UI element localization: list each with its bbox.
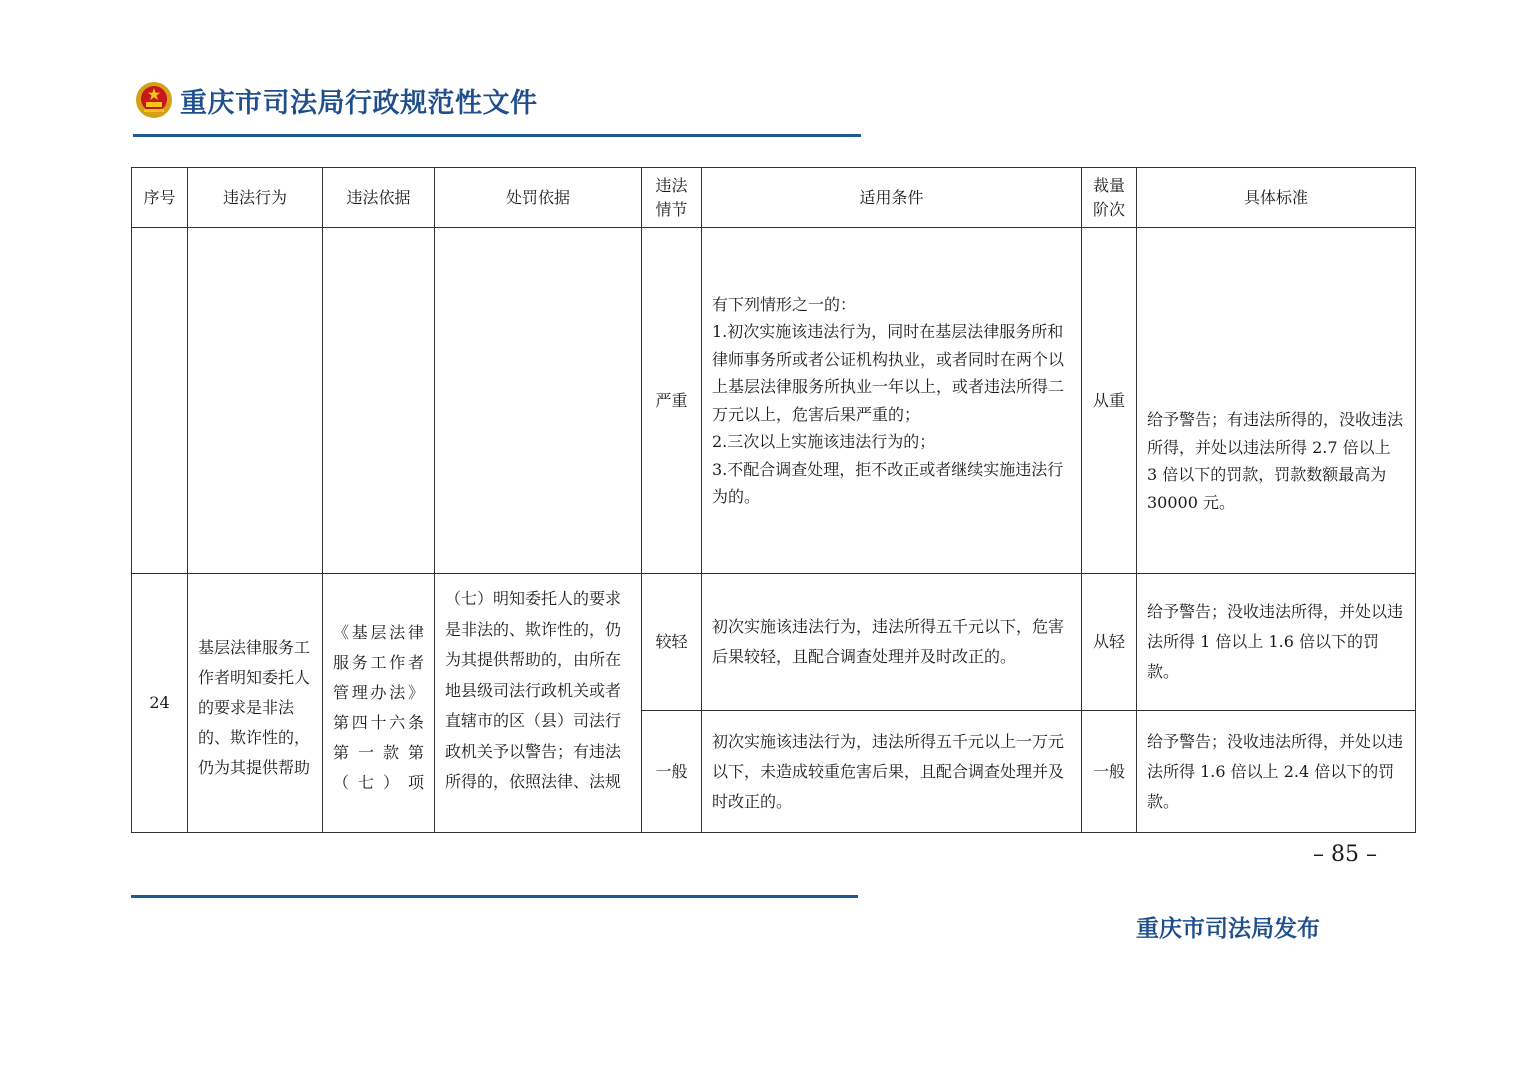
table-header-row	[132, 168, 1416, 228]
header-violation: 违法行为	[188, 168, 323, 228]
condition-cell: 初次实施该违法行为，违法所得五千元以上一万元以下，未造成较重危害后果，且配合调查处理并及时改正的。	[702, 711, 1082, 833]
header-condition: 适用条件	[702, 168, 1082, 228]
standard-cell: 给予警告；没收违法所得，并处以违法所得 1.6 倍以上 2.4 倍以下的罚款。	[1137, 711, 1416, 833]
level-cell: 一般	[1082, 711, 1137, 833]
cell-empty	[132, 228, 188, 574]
circumstance-cell: 严重	[642, 228, 702, 574]
violation-cell: 基层法律服务工作者明知委托人的要求是非法的、欺诈性的，仍为其提供帮助	[188, 574, 323, 833]
cell-empty	[435, 228, 642, 574]
header-seq: 序号	[132, 168, 188, 228]
circumstance-cell: 一般	[642, 711, 702, 833]
level-cell: 从轻	[1082, 574, 1137, 711]
penalty-discretion-table	[131, 167, 1416, 833]
header-standard: 具体标准	[1137, 168, 1416, 228]
legal-basis-cell: 《基层法律服务工作者管理办法》第四十六条第一款第（七）项	[323, 574, 435, 833]
standard-cell: 给予警告；有违法所得的，没收违法所得，并处以违法所得 2.7 倍以上 3 倍以下的罚款，罚款数额最高为 30000 元。	[1137, 228, 1416, 574]
table-row	[132, 574, 1416, 711]
document-header	[134, 78, 538, 122]
condition-cell: 初次实施该违法行为，违法所得五千元以下，危害后果较轻，且配合调查处理并及时改正的。	[702, 574, 1082, 711]
header-penalty-basis: 处罚依据	[435, 168, 642, 228]
header-legal-basis: 违法依据	[323, 168, 435, 228]
header-circumstance: 违法 情节	[642, 168, 702, 228]
condition-cell: 有下列情形之一的： 1.初次实施该违法行为，同时在基层法律服务所和律师事务所或者公证机构执业，或者同时在两个以上基层法律服务所执业一年以上，或者违法所得二万元以上，危害后果严重的； 2.三次以上实施该违法行为的； 3.不配合调查处理，拒不改正或者继续实施违法行为的。	[702, 228, 1082, 574]
header-level: 裁量 阶次	[1082, 168, 1137, 228]
penalty-basis-cell: （七）明知委托人的要求是非法的、欺诈性的，仍为其提供帮助的，由所在地县级司法行政机关或者直辖市的区（县）司法行政机关予以警告；有违法所得的，依照法律、法规	[435, 574, 642, 833]
seq-cell: 24	[132, 574, 188, 833]
standard-cell: 给予警告；没收违法所得，并处以违法所得 1 倍以上 1.6 倍以下的罚款。	[1137, 574, 1416, 711]
publisher-footer: 重庆市司法局发布	[1136, 916, 1320, 942]
document-series-title: 重庆市司法局行政规范性文件	[180, 87, 538, 119]
footer-rule	[131, 895, 858, 898]
table-row	[132, 228, 1416, 574]
header-rule	[133, 134, 861, 137]
circumstance-cell: 较轻	[642, 574, 702, 711]
cell-empty	[188, 228, 323, 574]
cell-empty	[323, 228, 435, 574]
page-number: – 85 –	[1313, 842, 1377, 867]
level-cell: 从重	[1082, 228, 1137, 574]
national-emblem-icon	[134, 80, 174, 120]
